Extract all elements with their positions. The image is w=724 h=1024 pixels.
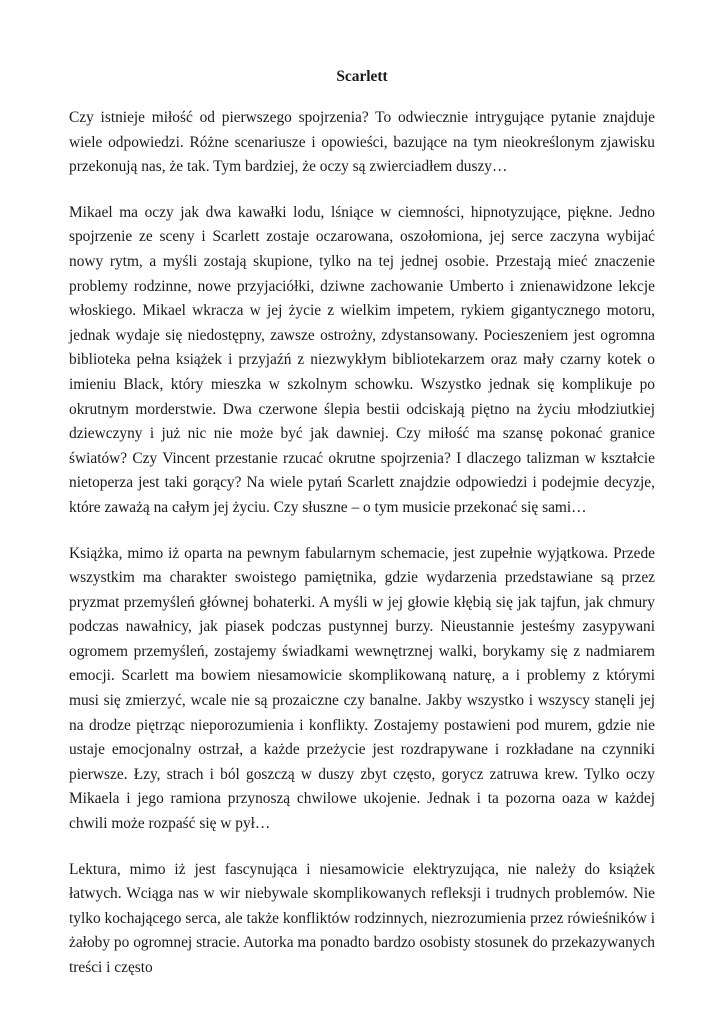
document-title: Scarlett bbox=[336, 68, 388, 85]
paragraph-character: Książka, mimo iż oparta na pewnym fabularnym schemacie, jest zupełnie wyjątkowa. Przede wszystkim ma charakter swoistego pamiętnika, gdzie wydarzenia przedstawiane są przez pryzmat przemyśleń głównej bohaterki. A myśli w jej głowie kłębią się jak tajfun, jak chmury podczas nawałnicy, jak piasek podczas pustynnej burzy. Nieustannie jesteśmy zasypywani ogromem przemyśleń, zostajemy świadkami wewnętrznej walki, borykamy się z nadmiarem emocji. Scarlett ma bowiem niesamowicie skomplikowaną naturę, a i problemy z którymi musi się zmierzyć, wcale nie są prozaiczne czy banalne. Jakby wszystko i wszyscy stanęli jej na drodze piętrząc nieporozumienia i konflikty. Zostajemy postawieni pod murem, gdzie nie ustaje emocjonalny ostrzał, a każde przeżycie jest rozdrapywane i rozkładane na czynniki pierwsze. Łzy, strach i ból goszczą w duszy zbyt często, gorycz zatruwa krew. Tylko oczy Mikaela i jego ramiona przynoszą chwilowe ukojenie. Jednak i ta pozorna oaza w każdej chwili może rozpaść się w pył… bbox=[69, 544, 655, 833]
document-page bbox=[69, 67, 655, 1002]
paragraph-intro: Czy istnieje miłość od pierwszego spojrzenia? To odwiecznie intrygujące pytanie znajduje wiele odpowiedzi. Różne scenariusze i opowieści, bazujące na tym nieokreślonym zjawisku przekonują nas, że tak. Tym bardziej, że oczy są zwierciadłem duszy… bbox=[69, 109, 655, 176]
paragraph-plot: Mikael ma oczy jak dwa kawałki lodu, lśniące w ciemności, hipnotyzujące, piękne. Jedno spojrzenie ze sceny i Scarlett zostaje oczarowana, oszołomiona, jej serce zaczyna wybijać nowy rytm, a myśli zostają skupione, tylko na tej jednej osobie. Przestają mieć znaczenie problemy rodzinne, nowe przyjaciółki, dziwne zachowanie Umberto i znienawidzone lekcje włoskiego. Mikael wkracza w jej życie z wielkim impetem, rykiem gigantycznego motoru, jednak wydaje się niedostępny, zawsze ostrożny, zdystansowany. Pocieszeniem jest ogromna biblioteka pełna książek i przyjaźń z niezwykłym bibliotekarzem oraz mały czarny kotek o imieniu Black, który mieszka w szkolnym schowku. Wszystko jednak się komplikuje po okrutnym morderstwie. Dwa czerwone ślepia bestii odciskają piętno na życiu młodziutkiej dziewczyny i już nic nie może być jak dawniej. Czy miłość ma szansę pokonać granice światów? Czy Vincent przestanie rzucać okrutne spojrzenia? I dlaczego talizman w kształcie nietoperza jest taki gorący? Na wiele pytań Scarlett znajdzie odpowiedzi i podejmie decyzje, które zaważą na całym jej życiu. Czy słuszne – o tym musicie przekonać się sami… bbox=[69, 203, 655, 516]
paragraph-review: Lektura, mimo iż jest fascynująca i niesamowicie elektryzująca, nie należy do książek łatwych. Wciąga nas w wir niebywale skomplikowanych refleksji i trudnych problemów. Nie tylko kochającego serca, ale także konfliktów rodzinnych, niezrozumienia przez rówieśników i żałoby po ogromnej stracie. Autorka ma ponadto bardzo osobisty stosunek do przekazywanych treści i często bbox=[69, 860, 655, 976]
